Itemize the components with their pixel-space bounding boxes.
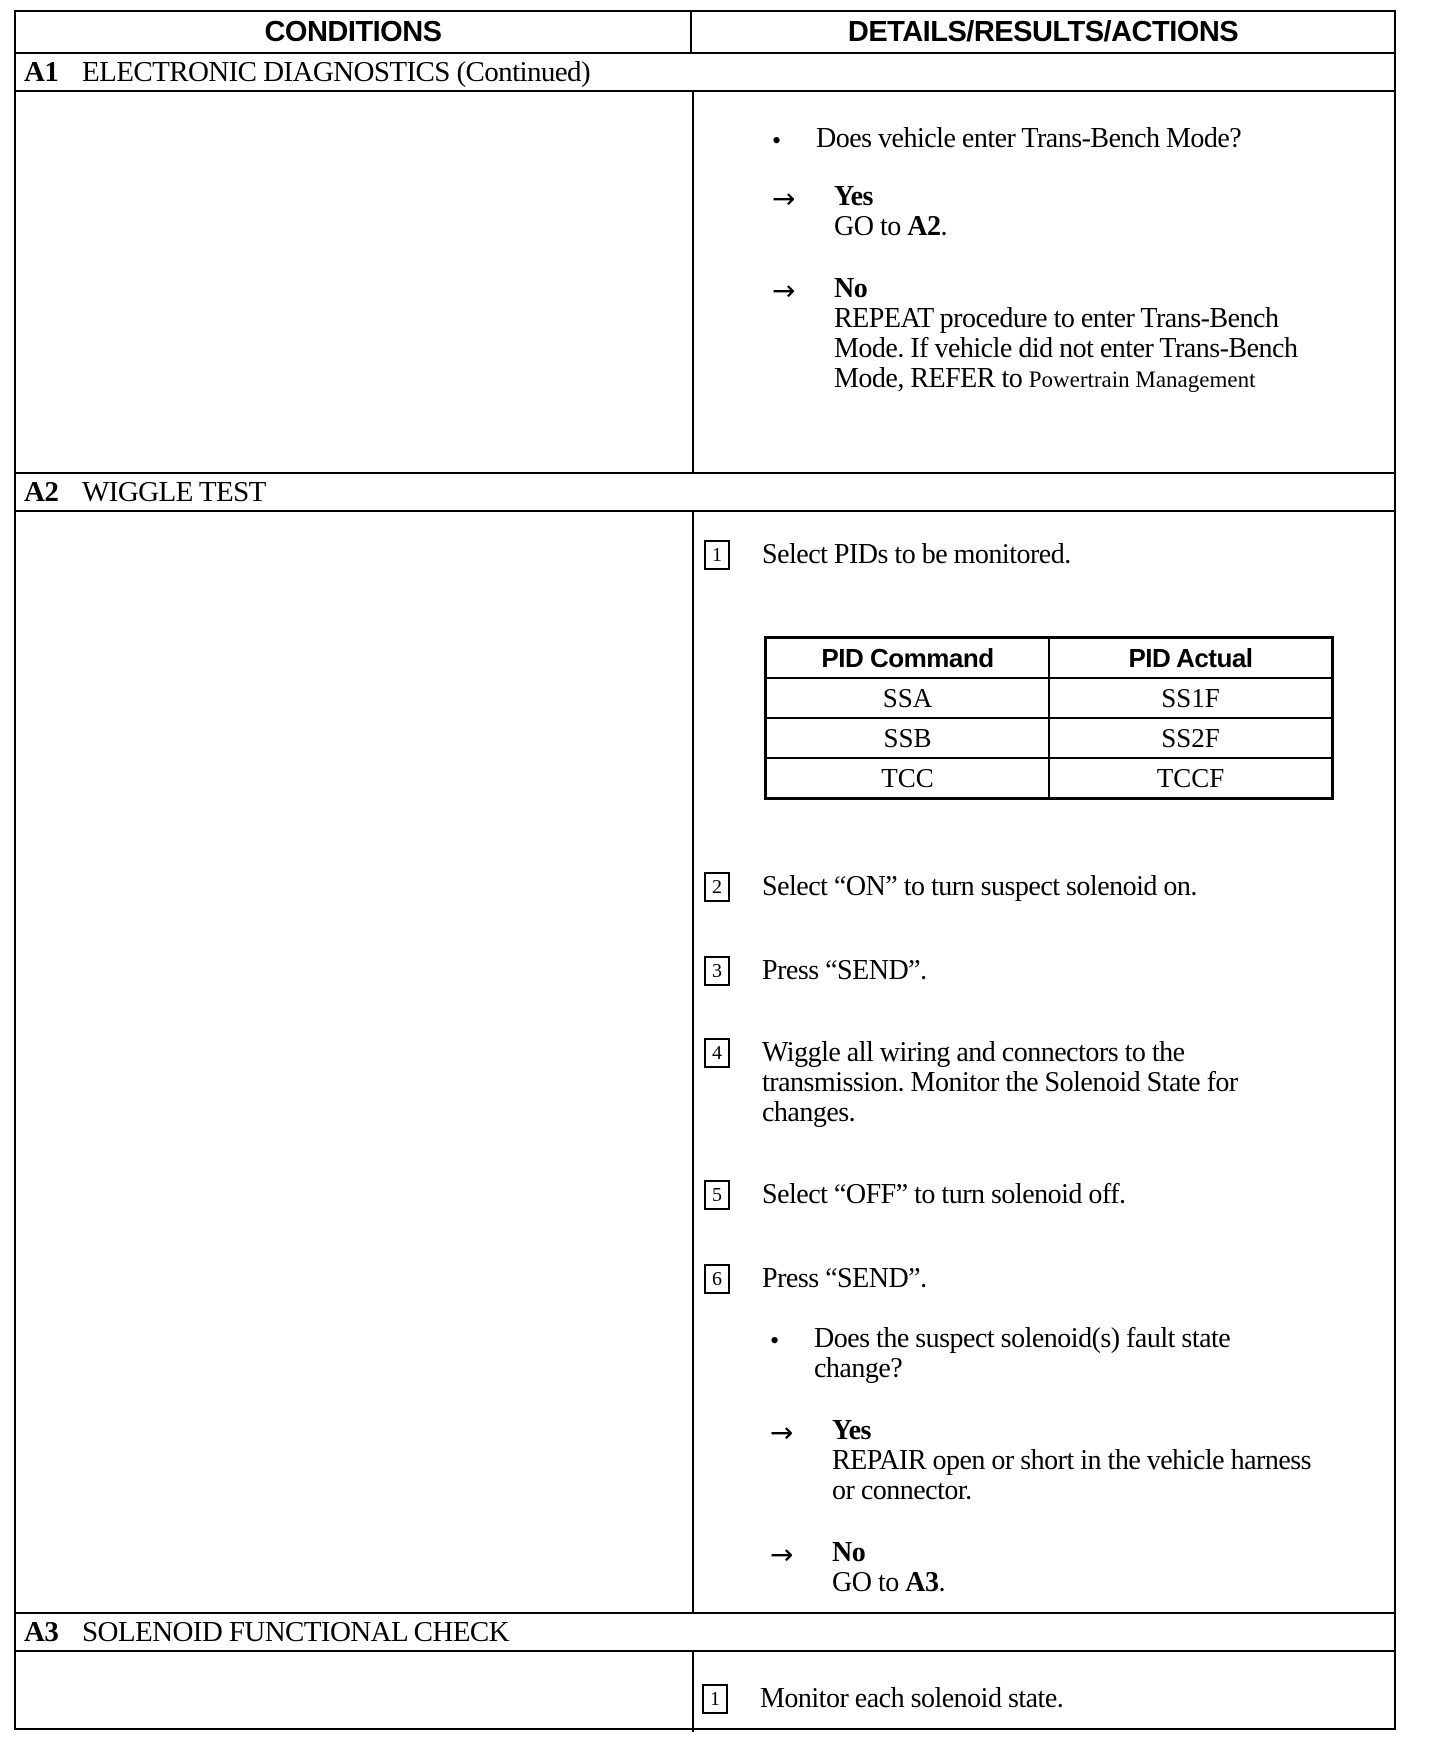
a1-no-line3: Mode, REFER to Powertrain Management (834, 363, 1256, 394)
diagnostic-table (14, 10, 1396, 1730)
a2-question-line2: change? (814, 1353, 903, 1384)
arrow-right-icon: → (770, 1538, 794, 1571)
arrow-right-icon: → (772, 182, 796, 215)
section-a2-bar (16, 472, 1394, 512)
section-a1-id: A1 (24, 55, 59, 88)
a2-yes-line1: REPAIR open or short in the vehicle harness (832, 1445, 1312, 1476)
section-a3-title: SOLENOID FUNCTIONAL CHECK (82, 1615, 509, 1648)
column-divider (692, 1652, 694, 1732)
section-a2-title: WIGGLE TEST (82, 475, 266, 508)
table-row (766, 718, 1333, 758)
a2-step2-text: Select “ON” to turn suspect solenoid on. (762, 871, 1197, 902)
pid-actual-cell: SS1F (1049, 678, 1333, 718)
a1-no-line2: Mode. If vehicle did not enter Trans-Bench (834, 333, 1298, 364)
a2-step4-line3: changes. (762, 1097, 856, 1128)
column-divider (692, 92, 694, 472)
step-number-box: 5 (704, 1180, 730, 1210)
a2-step6-text: Press “SEND”. (762, 1263, 927, 1294)
column-divider (692, 512, 694, 1612)
a3-step1-text: Monitor each solenoid state. (760, 1683, 1064, 1714)
step-number-box: 6 (704, 1264, 730, 1294)
pid-command-cell: TCC (766, 758, 1050, 799)
section-a1-title: ELECTRONIC DIAGNOSTICS (Continued) (82, 55, 591, 88)
step-number-box: 1 (702, 1684, 728, 1714)
a2-no-label: No (832, 1537, 866, 1568)
pid-table-header-row (766, 638, 1333, 679)
section-a2-id: A2 (24, 475, 59, 508)
details-header: DETAILS/RESULTS/ACTIONS (692, 12, 1394, 54)
a2-yes-line2: or connector. (832, 1475, 972, 1506)
a1-question: Does vehicle enter Trans-Bench Mode? (816, 123, 1242, 154)
table-row (766, 758, 1333, 799)
pid-actual-cell: SS2F (1049, 718, 1333, 758)
a1-no-label: No (834, 273, 868, 304)
powertrain-reference: Powertrain Management (1028, 367, 1256, 392)
a2-question-line1: Does the suspect solenoid(s) fault state (814, 1323, 1231, 1354)
step-number-box: 4 (704, 1038, 730, 1068)
a1-no-line1: REPEAT procedure to enter Trans-Bench (834, 303, 1279, 334)
section-a3-id: A3 (24, 1615, 59, 1648)
a2-step1-text: Select PIDs to be monitored. (762, 539, 1071, 570)
a2-no-action: GO to A3. (832, 1567, 945, 1598)
pid-table (764, 636, 1334, 800)
a2-step4-line2: transmission. Monitor the Solenoid State for (762, 1067, 1238, 1098)
bullet-icon: • (772, 126, 782, 155)
a2-yes-label: Yes (832, 1415, 871, 1446)
arrow-right-icon: → (770, 1416, 794, 1449)
a1-yes-label: Yes (834, 181, 873, 212)
pid-command-cell: SSB (766, 718, 1050, 758)
step-number-box: 3 (704, 956, 730, 986)
a1-yes-action: GO to A2. (834, 211, 947, 242)
table-row (766, 678, 1333, 718)
a2-step5-text: Select “OFF” to turn solenoid off. (762, 1179, 1126, 1210)
a2-step3-text: Press “SEND”. (762, 955, 927, 986)
pid-command-cell: SSA (766, 678, 1050, 718)
step-number-box: 1 (704, 540, 730, 570)
pid-command-header: PID Command (766, 638, 1050, 679)
section-a1-bar (16, 52, 1394, 92)
bullet-icon: • (770, 1326, 780, 1355)
step-number-box: 2 (704, 872, 730, 902)
pid-actual-header: PID Actual (1049, 638, 1333, 679)
arrow-right-icon: → (772, 274, 796, 307)
pid-actual-cell: TCCF (1049, 758, 1333, 799)
section-a3-bar (16, 1612, 1394, 1652)
conditions-header: CONDITIONS (16, 12, 692, 54)
a2-step4-line1: Wiggle all wiring and connectors to the (762, 1037, 1185, 1068)
